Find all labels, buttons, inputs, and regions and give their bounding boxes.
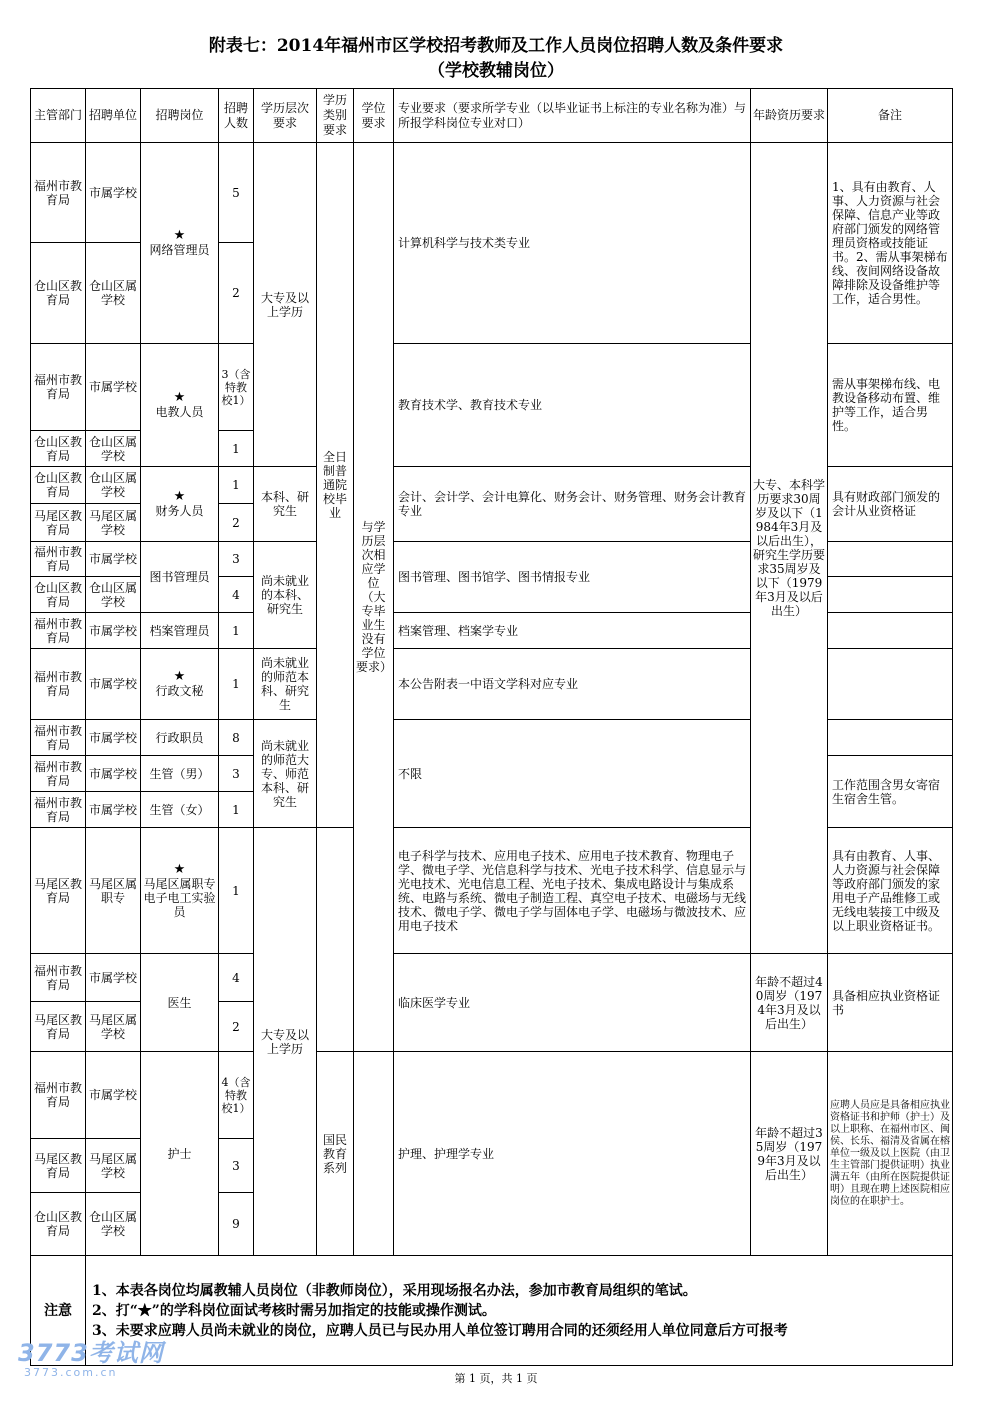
remark-cell: 需从事架梯布线、电教设备移动布置、维护等工作，适合男性。 [828, 344, 953, 467]
header-row [31, 89, 953, 143]
count-cell: 4 [219, 954, 254, 1002]
count-cell: 2 [219, 504, 254, 542]
count-cell: 1 [219, 613, 254, 649]
position-label: 网络管理员 [149, 243, 210, 257]
dept-cell: 福州市教育局 [31, 344, 86, 431]
position-cell: 生管（女） [141, 792, 219, 828]
count-cell: 3 [219, 542, 254, 577]
star-icon: ★ [173, 861, 186, 877]
dept-cell: 马尾区教育局 [31, 1139, 86, 1193]
edu-level-cell: 大专及以上学历 [254, 828, 317, 1256]
count-cell: 1 [219, 649, 254, 720]
dept-cell: 福州市教育局 [31, 1052, 86, 1139]
remark-cell [828, 577, 953, 613]
table-row [31, 1052, 953, 1139]
count-cell: 4 [219, 577, 254, 613]
header-edu-level: 学历层次要求 [254, 89, 317, 143]
major-cell: 电子科学与技术、应用电子技术、应用电子技术教育、物理电子学、微电子学、光信息科学与技术、光电子技术科学、信息显示与光电技术、光电信息工程、光电子技术、集成电路设计与集成系统、电路与系统、微电子制造工程、真空电子技术、电磁场与无线技术、微电子学、微电子学与固体电子学、电磁场与微波技术、应用电子技术 [394, 828, 751, 954]
edu-level-cell: 大专及以上学历 [254, 143, 317, 467]
title-line-2: （学校教辅岗位） [428, 61, 564, 81]
dept-cell: 福州市教育局 [31, 143, 86, 243]
header-position: 招聘岗位 [141, 89, 219, 143]
header-dept: 主管部门 [31, 89, 86, 143]
remark-cell: 具备相应执业资格证书 [828, 954, 953, 1052]
edu-type-cell [317, 828, 354, 1052]
note-item: 3、未要求应聘人员尚未就业的岗位，应聘人员已与民办用人单位签订聘用合同的还须经用人单位同意后方可报考 [92, 1322, 788, 1339]
position-cell [141, 649, 219, 720]
remark-cell [828, 613, 953, 649]
unit-cell: 市属学校 [86, 954, 141, 1002]
position-cell: 档案管理员 [141, 613, 219, 649]
count-cell: 9 [219, 1193, 254, 1256]
age-cell: 大专、本科学历要求30周岁及以下（1984年3月及以后出生），研究生学历要求35周岁及以下（1979年3月及以后出生） [751, 143, 828, 954]
edu-level-cell: 尚未就业的师范本科、研究生 [254, 649, 317, 720]
position-cell [141, 344, 219, 467]
count-cell: 3 [219, 1139, 254, 1193]
degree-cell: 与学历层次相应学位（大专毕业生没有学位要求） [354, 143, 394, 1052]
dept-cell: 仓山区教育局 [31, 1193, 86, 1256]
unit-cell: 市属学校 [86, 542, 141, 577]
table-row [31, 954, 953, 1002]
header-unit: 招聘单位 [86, 89, 141, 143]
position-cell [141, 828, 219, 954]
note-item: 2、打“★”的学科岗位面试考核时需另加指定的技能或操作测试。 [92, 1302, 496, 1319]
notes-label: 注意 [31, 1256, 86, 1366]
title-line-1: 附表七：2014年福州市区学校招考教师及工作人员岗位招聘人数及条件要求 [208, 36, 784, 56]
unit-cell: 马尾区属学校 [86, 1002, 141, 1052]
dept-cell: 福州市教育局 [31, 954, 86, 1002]
unit-cell: 马尾区属学校 [86, 1139, 141, 1193]
recruitment-table [30, 88, 953, 1366]
count-cell: 1 [219, 467, 254, 504]
unit-cell: 市属学校 [86, 720, 141, 756]
dept-cell: 福州市教育局 [31, 720, 86, 756]
header-remark: 备注 [828, 89, 953, 143]
dept-cell: 仓山区教育局 [31, 431, 86, 467]
unit-cell: 市属学校 [86, 792, 141, 828]
position-cell: 医生 [141, 954, 219, 1052]
note-item: 1、本表各岗位均属教辅人员岗位（非教师岗位），采用现场报名办法，参加市教育局组织的笔试。 [92, 1282, 697, 1299]
major-cell: 护理、护理学专业 [394, 1052, 751, 1256]
star-icon: ★ [173, 669, 186, 684]
unit-cell: 市属学校 [86, 344, 141, 431]
watermark-url: 3773.com.cn [24, 1366, 118, 1379]
age-cell: 年龄不超过35周岁（1979年3月及以后出生） [751, 1052, 828, 1256]
edu-level-cell: 本科、研究生 [254, 467, 317, 542]
count-cell: 3（含特教校1） [219, 344, 254, 431]
position-cell: 生管（男） [141, 756, 219, 792]
major-cell: 教育技术学、教育技术专业 [394, 344, 751, 467]
count-cell: 2 [219, 1002, 254, 1052]
degree-cell [354, 1052, 394, 1256]
remark-cell [828, 542, 953, 577]
position-label: 财务人员 [155, 504, 204, 518]
watermark-logo: 3773考试网 [18, 1339, 164, 1367]
edu-level-cell: 尚未就业的本科、研究生 [254, 542, 317, 649]
dept-cell: 马尾区教育局 [31, 1002, 86, 1052]
unit-cell: 仓山区属学校 [86, 431, 141, 467]
header-major: 专业要求（要求所学专业（以毕业证书上标注的专业名称为准）与所报学科岗位专业对口） [394, 89, 751, 143]
count-cell: 1 [219, 792, 254, 828]
edu-level-cell: 尚未就业的师范大专、师范本科、研究生 [254, 720, 317, 828]
dept-cell: 仓山区教育局 [31, 243, 86, 344]
notes-list [86, 1256, 953, 1366]
remark-cell [828, 720, 953, 756]
unit-cell: 市属学校 [86, 613, 141, 649]
dept-cell: 福州市教育局 [31, 613, 86, 649]
remark-cell: 应聘人员应是具备相应执业资格证书和护师（护士）及以上职称、在福州市区、闽侯、长乐、福清及省属在榕单位一级及以上医院（由卫生主管部门提供证明）执业满五年（由所在医院提供证明）且现在聘上述医院相应岗位的在职护士。 [828, 1052, 953, 1256]
major-cell: 档案管理、档案学专业 [394, 613, 751, 649]
header-edu-type: 学历类别要求 [317, 89, 354, 143]
remark-cell: 具有财政部门颁发的会计从业资格证 [828, 467, 953, 542]
unit-cell: 市属学校 [86, 143, 141, 243]
unit-cell: 市属学校 [86, 649, 141, 720]
dept-cell: 马尾区教育局 [31, 828, 86, 954]
edu-type-cell: 国民教育系列 [317, 1052, 354, 1256]
header-age: 年龄资历要求 [751, 89, 828, 143]
dept-cell: 仓山区教育局 [31, 467, 86, 504]
unit-cell: 市属学校 [86, 1052, 141, 1139]
position-cell: 图书管理员 [141, 542, 219, 613]
header-degree: 学位要求 [354, 89, 394, 143]
notes-row [31, 1256, 953, 1366]
major-cell: 临床医学专业 [394, 954, 751, 1052]
star-icon: ★ [173, 228, 186, 243]
major-cell: 会计、会计学、会计电算化、财务会计、财务管理、财务会计教育专业 [394, 467, 751, 542]
count-cell: 8 [219, 720, 254, 756]
count-cell: 5 [219, 143, 254, 243]
star-icon: ★ [173, 390, 186, 405]
count-cell: 1 [219, 431, 254, 467]
age-cell: 年龄不超过40周岁（1974年3月及以后出生） [751, 954, 828, 1052]
position-label: 行政文秘 [155, 684, 204, 698]
header-count: 招聘人数 [219, 89, 254, 143]
dept-cell: 福州市教育局 [31, 542, 86, 577]
major-cell: 不限 [394, 720, 751, 828]
page-number: 第 1 页，共 1 页 [454, 1372, 538, 1385]
remark-cell [828, 649, 953, 720]
dept-cell: 福州市教育局 [31, 649, 86, 720]
major-cell: 计算机科学与技术类专业 [394, 143, 751, 344]
unit-cell: 仓山区属学校 [86, 467, 141, 504]
remark-cell: 1、具有由教育、人事、人力资源与社会保障、信息产业等政府部门颁发的网络管理员资格或技能证书。2、需从事架梯布线、夜间网络设备故障排除及设备维护等工作，适合男性。 [828, 143, 953, 344]
position-cell [141, 467, 219, 542]
unit-cell: 马尾区属学校 [86, 504, 141, 542]
edu-type-cell: 全日制普通院校毕业 [317, 143, 354, 828]
unit-cell: 仓山区属学校 [86, 577, 141, 613]
unit-cell: 马尾区属职专 [86, 828, 141, 954]
document-title [0, 34, 992, 84]
table-row [31, 143, 953, 243]
unit-cell: 仓山区属学校 [86, 1193, 141, 1256]
star-icon: ★ [173, 489, 186, 504]
position-cell: 护士 [141, 1052, 219, 1256]
count-cell: 2 [219, 243, 254, 344]
count-cell: 3 [219, 756, 254, 792]
dept-cell: 马尾区教育局 [31, 504, 86, 542]
dept-cell: 福州市教育局 [31, 756, 86, 792]
position-label: 马尾区属职专电子电工实验员 [143, 876, 216, 919]
unit-cell: 市属学校 [86, 756, 141, 792]
position-label: 电教人员 [155, 405, 204, 419]
unit-cell: 仓山区属学校 [86, 243, 141, 344]
major-cell: 图书管理、图书馆学、图书情报专业 [394, 542, 751, 613]
remark-cell: 工作范围含男女寄宿生宿舍生管。 [828, 756, 953, 828]
remark-cell: 具有由教育、人事、人力资源与社会保障等政府部门颁发的家用电子产品维修工或无线电装接工中级及以上职业资格证书。 [828, 828, 953, 954]
dept-cell: 仓山区教育局 [31, 577, 86, 613]
count-cell: 4（含特教校1） [219, 1052, 254, 1139]
position-cell [141, 143, 219, 344]
dept-cell: 福州市教育局 [31, 792, 86, 828]
position-cell: 行政职员 [141, 720, 219, 756]
major-cell: 本公告附表一中语文学科对应专业 [394, 649, 751, 720]
count-cell: 1 [219, 828, 254, 954]
